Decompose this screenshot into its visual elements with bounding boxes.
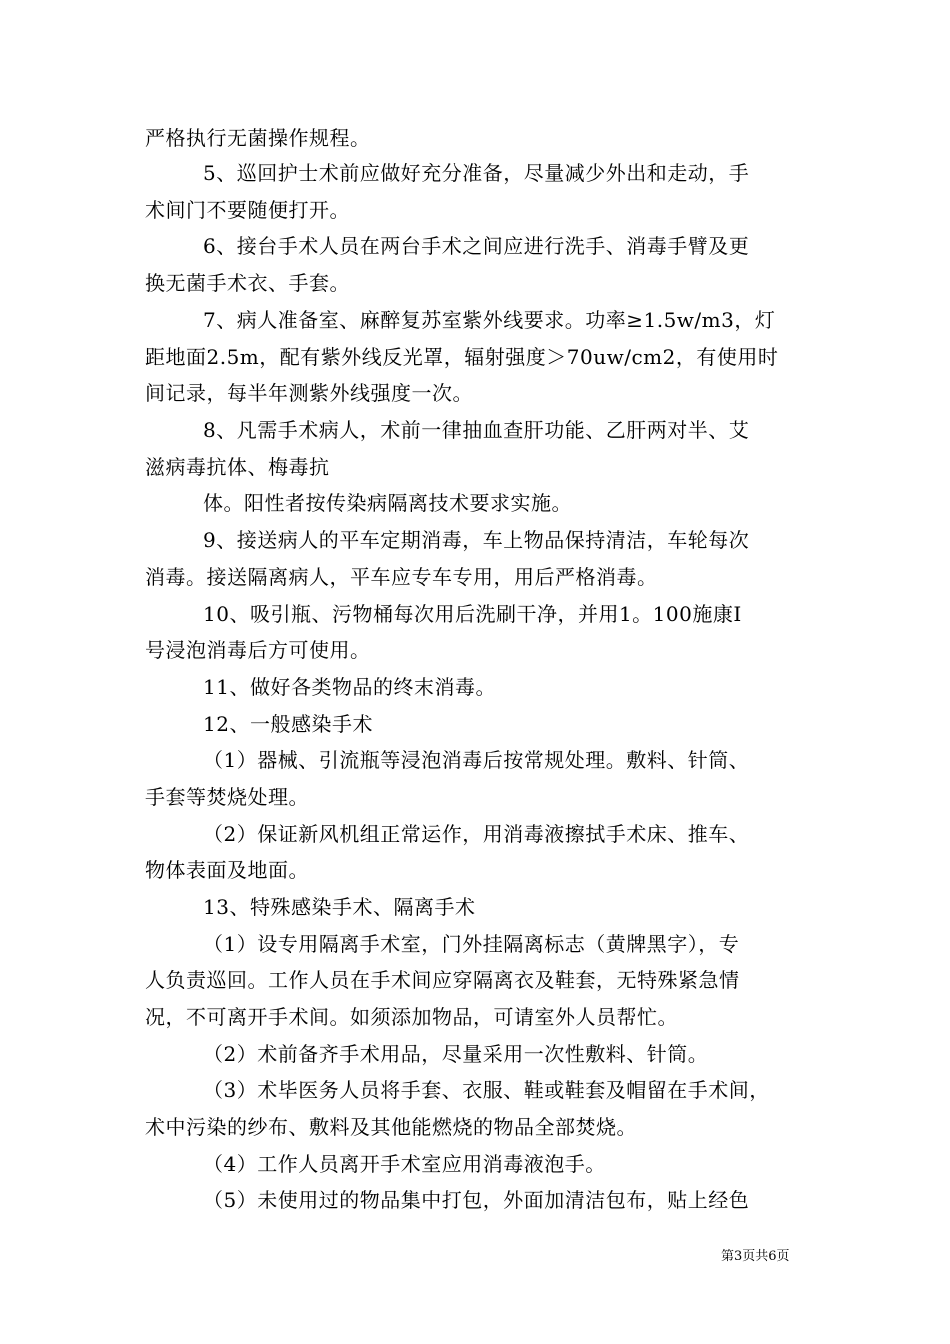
text-line: 术间门不要随便打开。	[145, 198, 350, 222]
text-line: 6、接台手术人员在两台手术之间应进行洗手、消毒手臂及更	[203, 234, 750, 258]
text-line: 8、凡需手术病人，术前一律抽血查肝功能、乙肝两对半、艾	[203, 418, 750, 442]
text-line: 术中污染的纱布、敷料及其他能燃烧的物品全部焚烧。	[145, 1115, 637, 1139]
text-line: （2）术前备齐手术用品，尽量采用一次性敷料、针筒。	[203, 1042, 709, 1066]
text-line: 7、病人准备室、麻醉复苏室紫外线要求。功率≥1.5w/m3，灯	[203, 308, 776, 332]
text-line: 11、做好各类物品的终末消毒。	[203, 675, 496, 699]
text-line: 物体表面及地面。	[145, 858, 309, 882]
text-line: 距地面2.5m，配有紫外线反光罩，辐射强度＞70uw/cm2，有使用时	[145, 345, 779, 369]
text-line: 换无菌手术衣、手套。	[145, 271, 350, 295]
text-line: （1）器械、引流瓶等浸泡消毒后按常规处理。敷料、针筒、	[203, 748, 750, 772]
text-line: 人负责巡回。工作人员在手术间应穿隔离衣及鞋套，无特殊紧急情	[145, 968, 740, 992]
text-line: 体。阳性者按传染病隔离技术要求实施。	[203, 491, 572, 515]
text-line: 消毒。接送隔离病人，平车应专车专用，用后严格消毒。	[145, 565, 658, 589]
text-line: 12、一般感染手术	[203, 712, 373, 736]
text-line: 号浸泡消毒后方可使用。	[145, 638, 371, 662]
page-footer: 第3页共6页	[721, 1249, 790, 1264]
text-line: （5）未使用过的物品集中打包，外面加清洁包布，贴上经色	[203, 1188, 750, 1212]
text-line: （3）术毕医务人员将手套、衣服、鞋或鞋套及帽留在手术间，	[203, 1078, 770, 1102]
text-line: 10、吸引瓶、污物桶每次用后洗刷干净，并用1。100施康Ⅰ	[203, 602, 742, 626]
text-line: 严格执行无菌操作规程。	[145, 126, 371, 150]
text-line: 5、巡回护士术前应做好充分准备，尽量减少外出和走动，手	[203, 161, 750, 185]
text-line: 手套等焚烧处理。	[145, 785, 309, 809]
text-line: 13、特殊感染手术、隔离手术	[203, 895, 476, 919]
text-line: 9、接送病人的平车定期消毒，车上物品保持清洁，车轮每次	[203, 528, 750, 552]
text-line: 间记录，每半年测紫外线强度一次。	[145, 381, 473, 405]
text-line: 况，不可离开手术间。如须添加物品，可请室外人员帮忙。	[145, 1005, 678, 1029]
text-line: （1）设专用隔离手术室，门外挂隔离标志（黄牌黑字），专	[203, 932, 740, 956]
text-line: （2）保证新风机组正常运作，用消毒液擦拭手术床、推车、	[203, 822, 750, 846]
text-line: （4）工作人员离开手术室应用消毒液泡手。	[203, 1152, 606, 1176]
text-line: 滋病毒抗体、梅毒抗	[145, 455, 330, 479]
